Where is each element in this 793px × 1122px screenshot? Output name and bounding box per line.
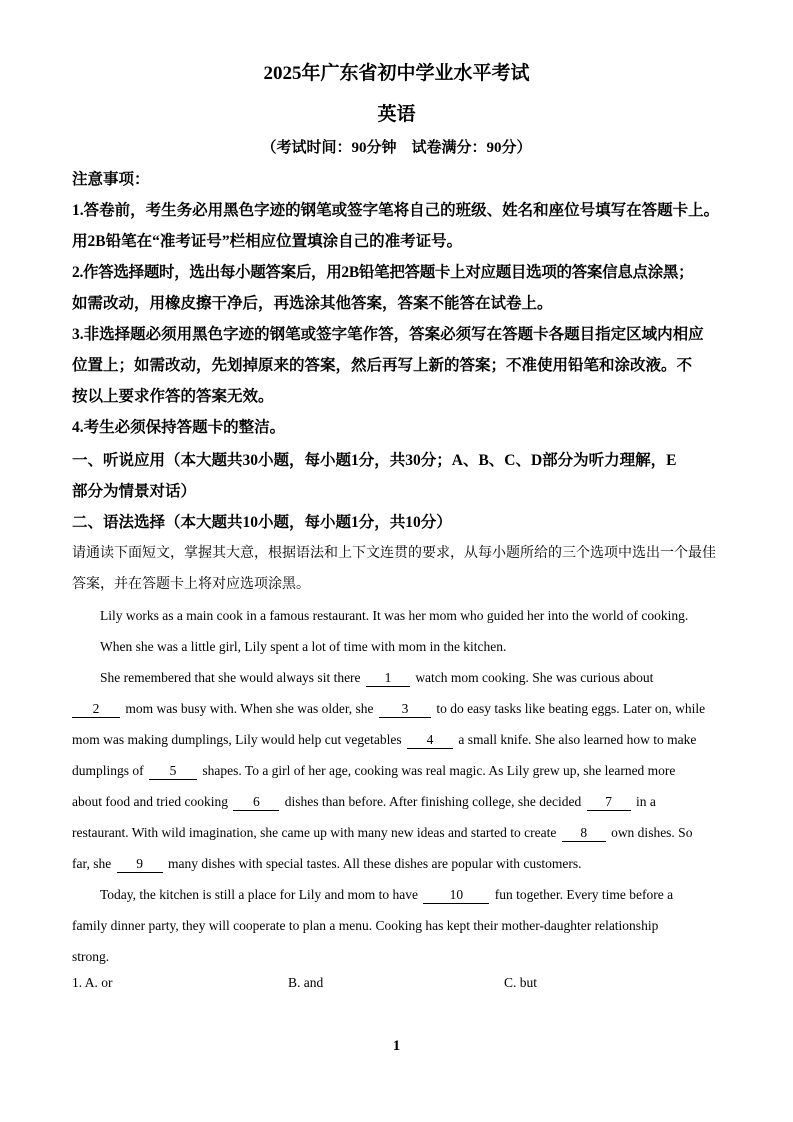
instruction-line: 请通读下面短文，掌握其大意，根据语法和上下文连贯的要求，从每小题所给的三个选项中选出一个最佳 — [72, 546, 716, 561]
passage-line — [72, 910, 732, 941]
passage-text: Today, the kitchen is still a place for Lily and mom to have — [100, 887, 422, 902]
blank-9[interactable]: 9 — [117, 855, 163, 873]
notice-line: 用2B铅笔在“准考证号”栏相应位置填涂自己的准考证号。 — [72, 233, 463, 250]
passage-text: a small knife. She also learned how to make — [454, 732, 697, 747]
passage-line — [72, 941, 732, 972]
passage-line — [72, 631, 732, 662]
passage-text: She remembered that she would always sit there — [100, 670, 364, 685]
passage-text: fun together. Every time before a — [491, 887, 674, 902]
passage-line — [72, 724, 732, 755]
section-headings — [72, 445, 732, 538]
passage-text: watch mom cooking. She was curious about — [411, 670, 654, 685]
passage-text: When she was a little girl, Lily spent a lot of time with mom in the kitchen. — [100, 639, 507, 654]
passage-text: mom was making dumplings, Lily would help cut vegetables — [72, 732, 405, 747]
notice-block — [72, 164, 732, 443]
q1-option-c[interactable]: C. but — [504, 975, 538, 990]
passage-text: own dishes. So — [607, 825, 693, 840]
passage-text: shapes. To a girl of her age, cooking was real magic. As Lily grew up, she learned more — [199, 763, 676, 778]
page-number: 1 — [392, 1038, 401, 1054]
section-1-heading-cont: 部分为情景对话） — [72, 483, 197, 500]
passage-text: many dishes with special tastes. All these dishes are popular with customers. — [164, 856, 582, 871]
subject-title: 英语 — [377, 104, 416, 125]
blank-1[interactable]: 1 — [366, 669, 410, 687]
instructions — [72, 538, 732, 600]
passage-line — [72, 693, 732, 724]
notice-line: 3.非选择题必须用黑色字迹的钢笔或签字笔作答，答案必须写在答题卡各题目指定区域内相应 — [72, 326, 704, 343]
passage-line — [72, 662, 732, 693]
passage-text: in a — [632, 794, 656, 809]
blank-5[interactable]: 5 — [149, 762, 197, 780]
blank-6[interactable]: 6 — [233, 793, 279, 811]
passage-line — [72, 848, 732, 879]
passage-text: strong. — [72, 949, 110, 964]
passage-line — [72, 879, 732, 910]
passage-line — [72, 755, 732, 786]
passage-line — [72, 600, 732, 631]
blank-8[interactable]: 8 — [562, 824, 606, 842]
notice-line: 位置上；如需改动，先划掉原来的答案，然后再写上新的答案；不准使用铅笔和涂改液。不 — [72, 357, 693, 374]
q1-option-b[interactable]: B. and — [288, 975, 324, 990]
blank-7[interactable]: 7 — [587, 793, 631, 811]
section-2-heading: 二、语法选择（本大题共10小题，每小题1分，共10分） — [72, 514, 452, 531]
passage-line — [72, 786, 732, 817]
passage-text: restaurant. With wild imagination, she came up with many new ideas and started to create — [72, 825, 560, 840]
q1-option-a[interactable]: 1. A. or — [72, 975, 113, 990]
exam-info: （考试时间：90分钟 试卷满分：90分） — [261, 140, 532, 156]
passage-text: family dinner party, they will cooperate to plan a menu. Cooking has kept their mother-daughter relationship — [72, 918, 659, 933]
passage-text: dumplings of — [72, 763, 148, 778]
passage-text: to do easy tasks like beating eggs. Later on, while — [432, 701, 706, 716]
notice-heading: 注意事项： — [72, 171, 150, 188]
passage-text: Lily works as a main cook in a famous restaurant. It was her mom who guided her into the world of cooking. — [100, 608, 689, 623]
passage-text: dishes than before. After finishing college, she decided — [281, 794, 585, 809]
exam-title: 2025年广东省初中学业水平考试 — [263, 63, 530, 84]
blank-4[interactable]: 4 — [407, 731, 453, 749]
notice-line: 如需改动，用橡皮擦干净后，再选涂其他答案，答案不能答在试卷上。 — [72, 295, 553, 312]
notice-line: 按以上要求作答的答案无效。 — [72, 388, 274, 405]
blank-2[interactable]: 2 — [72, 700, 120, 718]
passage-line — [72, 817, 732, 848]
passage-text: mom was busy with. When she was older, she — [122, 701, 377, 716]
passage-text: about food and tried cooking — [72, 794, 232, 809]
notice-line: 4.考生必须保持答题卡的整洁。 — [72, 419, 286, 436]
passage-text: far, she — [72, 856, 115, 871]
blank-10[interactable]: 10 — [423, 886, 489, 904]
blank-3[interactable]: 3 — [379, 700, 431, 718]
notice-line: 2.作答选择题时，选出每小题答案后，用2B铅笔把答题卡上对应题目选项的答案信息点涂黑； — [72, 264, 694, 281]
passage — [72, 600, 732, 972]
section-1-heading: 一、听说应用（本大题共30小题，每小题1分，共30分；A、B、C、D部分为听力理解，E — [72, 452, 677, 469]
instruction-line: 答案，并在答题卡上将对应选项涂黑。 — [72, 577, 310, 592]
notice-line: 1.答卷前，考生务必用黑色字迹的钢笔或签字笔将自己的班级、姓名和座位号填写在答题卡上。 — [72, 202, 720, 219]
